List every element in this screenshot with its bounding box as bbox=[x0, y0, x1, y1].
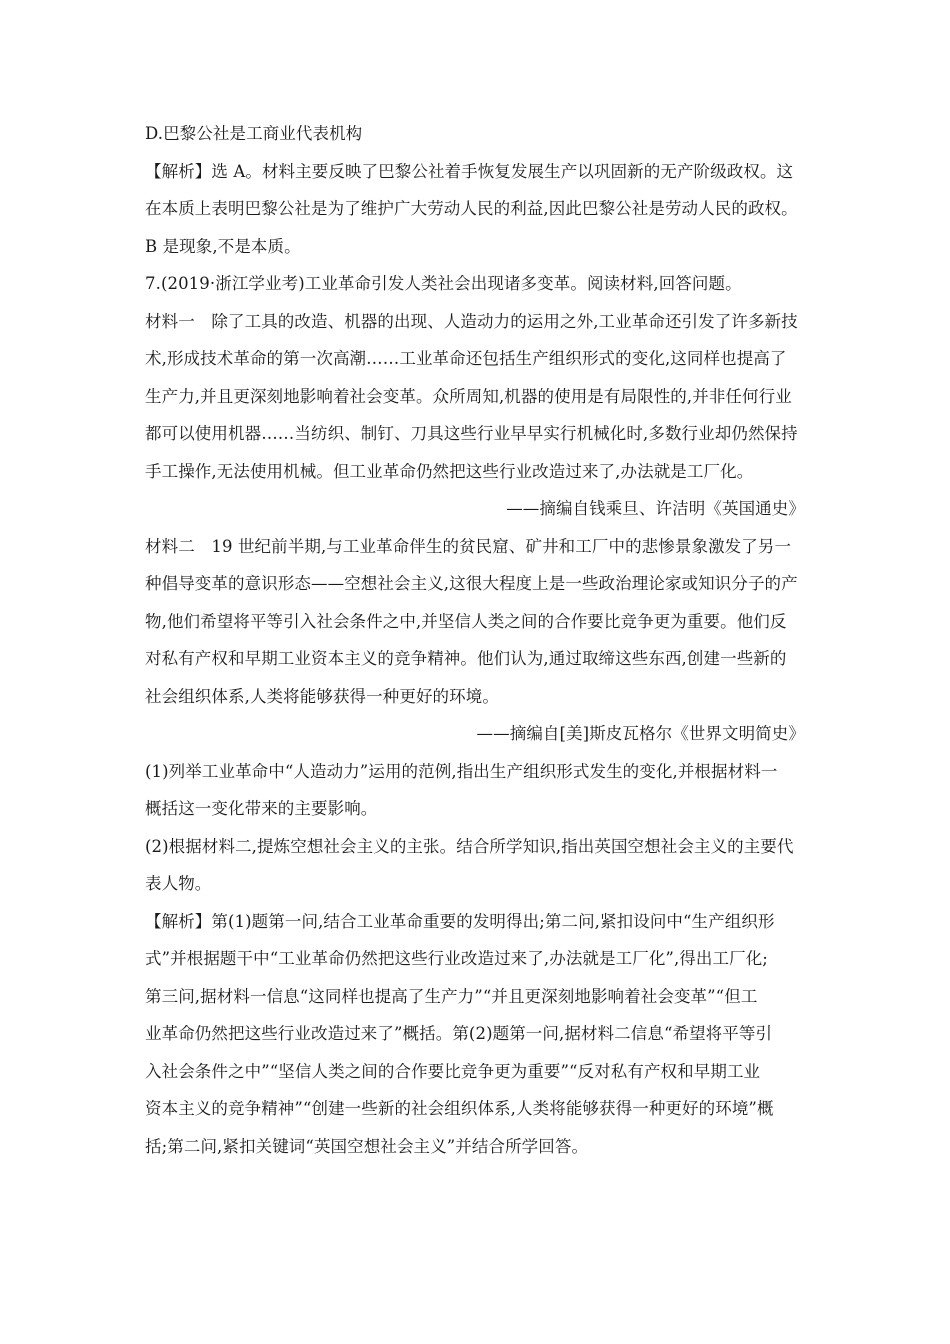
material-1-source: ——摘编自钱乘旦、许洁明《英国通史》 bbox=[506, 499, 805, 518]
analysis-7-line-2: 式”并根据题干中“工业革命仍然把这些行业改造过来了,办法就是工厂化”,得出工厂化; bbox=[145, 949, 768, 968]
sub-question-2-line-2: 表人物。 bbox=[145, 874, 212, 893]
material-1-line-2: 术,形成技术革命的第一次高潮……工业革命还包括生产组织形式的变化,这同样也提高了 bbox=[145, 349, 787, 368]
material-2-line-1: 材料二 19 世纪前半期,与工业革命伴生的贫民窟、矿井和工厂中的悲惨景象激发了另一 bbox=[145, 536, 792, 556]
material-2-line-4: 对私有产权和早期工业资本主义的竞争精神。他们认为,通过取缔这些东西,创建一些新的 bbox=[145, 649, 787, 668]
material-1-line-4: 都可以使用机器……当纺织、制钉、刀具这些行业早早实行机械化时,多数行业却仍然保持 bbox=[145, 424, 798, 443]
analysis-7-line-5: 入社会条件之中”“坚信人类之间的合作要比竞争更为重要”“反对私有产权和早期工业 bbox=[145, 1061, 761, 1081]
question-7-stem: 7.(2019·浙江学业考)工业革命引发人类社会出现诸多变革。阅读材料,回答问题。 bbox=[145, 274, 742, 293]
analysis-7-line-1: 【解析】第(1)题第一问,结合工业革命重要的发明得出;第二问,紧扣设问中“生产组织形 bbox=[145, 911, 775, 931]
document-page bbox=[145, 124, 805, 1174]
sub-question-1-line-1: (1)列举工业革命中“人造动力”运用的范例,指出生产组织形式发生的变化,并根据材料一 bbox=[145, 761, 778, 781]
analysis-6-line-3: B 是现象,不是本质。 bbox=[145, 236, 301, 256]
option-d: D.巴黎公社是工商业代表机构 bbox=[145, 124, 363, 143]
sub-question-2-line-1: (2)根据材料二,提炼空想社会主义的主张。结合所学知识,指出英国空想社会主义的主要代 bbox=[145, 836, 794, 856]
sub-question-1-line-2: 概括这一变化带来的主要影响。 bbox=[145, 799, 378, 818]
analysis-7-line-6: 资本主义的竞争精神”“创建一些新的社会组织体系,人类将能够获得一种更好的环境”概 bbox=[145, 1099, 774, 1118]
analysis-7-line-3: 第三问,据材料一信息“这同样也提高了生产力”“并且更深刻地影响着社会变革”“但工 bbox=[145, 986, 758, 1006]
analysis-7-line-4: 业革命仍然把这些行业改造过来了”概括。第(2)题第一问,据材料二信息“希望将平等引 bbox=[145, 1024, 773, 1043]
material-2-line-3: 物,他们希望将平等引入社会条件之中,并坚信人类之间的合作要比竞争更为重要。他们反 bbox=[145, 611, 787, 631]
material-1-line-3: 生产力,并且更深刻地影响着社会变革。众所周知,机器的使用是有局限性的,并非任何行业 bbox=[145, 386, 792, 406]
material-1-line-5: 手工操作,无法使用机械。但工业革命仍然把这些行业改造过来了,办法就是工厂化。 bbox=[145, 461, 754, 481]
analysis-7-line-7: 括;第二问,紧扣关键词“英国空想社会主义”并结合所学回答。 bbox=[145, 1136, 589, 1156]
material-2-line-2: 种倡导变革的意识形态——空想社会主义,这很大程度上是一些政治理论家或知识分子的产 bbox=[145, 574, 798, 593]
material-2-source: ——摘编自[美]斯皮瓦格尔《世界文明简史》 bbox=[476, 724, 805, 743]
analysis-6-line-1: 【解析】选 A。材料主要反映了巴黎公社着手恢复发展生产以巩固新的无产阶级政权。这 bbox=[145, 161, 794, 181]
analysis-6-line-2: 在本质上表明巴黎公社是为了维护广大劳动人民的利益,因此巴黎公社是劳动人民的政权。 bbox=[145, 199, 798, 218]
material-1-line-1: 材料一 除了工具的改造、机器的出现、人造动力的运用之外,工业革命还引发了许多新技 bbox=[145, 311, 798, 331]
material-2-line-5: 社会组织体系,人类将能够获得一种更好的环境。 bbox=[145, 686, 499, 706]
